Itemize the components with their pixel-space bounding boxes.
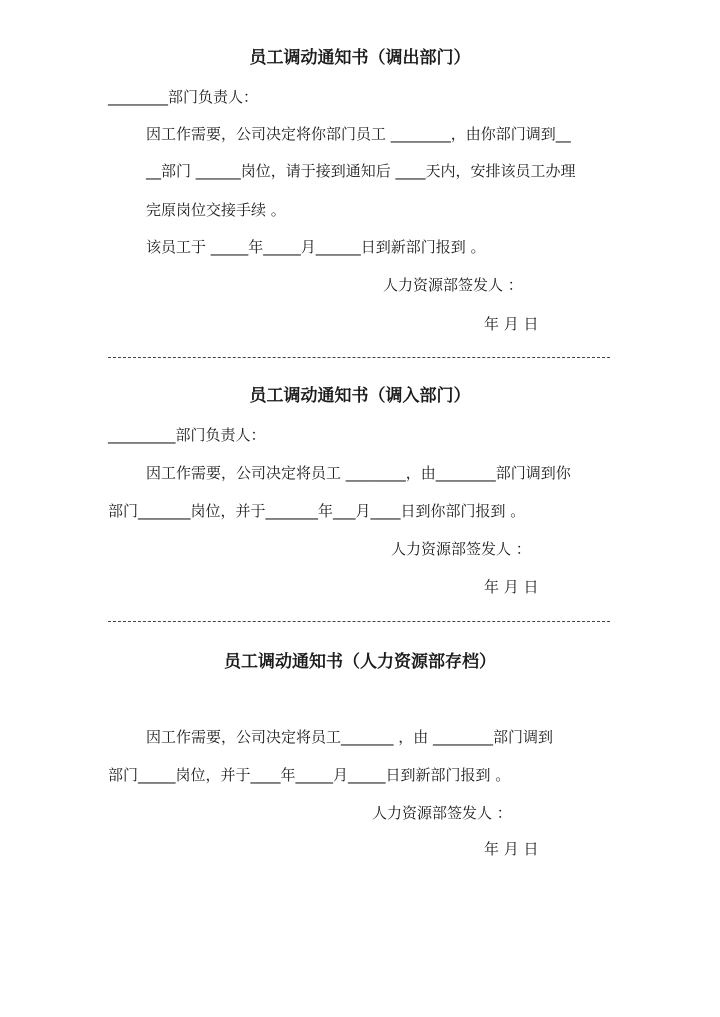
section1-date: 年 月 日 <box>484 315 539 333</box>
section-separator-1 <box>108 357 610 358</box>
section3-date: 年 月 日 <box>484 840 539 858</box>
section2-date: 年 月 日 <box>484 578 539 596</box>
section-separator-2 <box>108 621 610 622</box>
section1-report-line: 该员工于 _____年_____月______日到新部门报到 。 <box>146 238 486 256</box>
section1-signer: 人力资源部签发人 ： <box>383 276 523 294</box>
section2-paragraph-line1: 因工作需要，公司决定将员工 ________，由________部门调到你 <box>146 464 571 482</box>
section1-paragraph-line3: 完原岗位交接手续 。 <box>146 201 286 219</box>
section2-paragraph-line2: 部门_______岗位，并于_______年___月____日到你部门报到 。 <box>108 502 526 520</box>
section3-title: 员工调动通知书（人力资源部存档） <box>224 652 496 672</box>
section2-signer: 人力资源部签发人 ： <box>391 540 531 558</box>
section1-paragraph-line1: 因工作需要，公司决定将你部门员工 ________，由你部门调到__ <box>146 125 571 143</box>
section3-paragraph-line2: 部门_____岗位，并于____年_____月_____日到新部门报到 。 <box>108 766 511 784</box>
section1-paragraph-line2: __部门 ______岗位，请于接到通知后 ____天内，安排该员工办理 <box>146 162 576 180</box>
section3-signer: 人力资源部签发人 ： <box>372 804 512 822</box>
section2-title: 员工调动通知书（调入部门） <box>249 386 471 406</box>
section1-addressee: ________部门负责人： <box>108 88 259 106</box>
section1-title: 员工调动通知书（调出部门） <box>249 48 471 68</box>
section2-addressee: _________部门负责人： <box>108 426 266 444</box>
section3-paragraph-line1: 因工作需要，公司决定将员工_______ ，由 ________部门调到 <box>146 728 554 746</box>
